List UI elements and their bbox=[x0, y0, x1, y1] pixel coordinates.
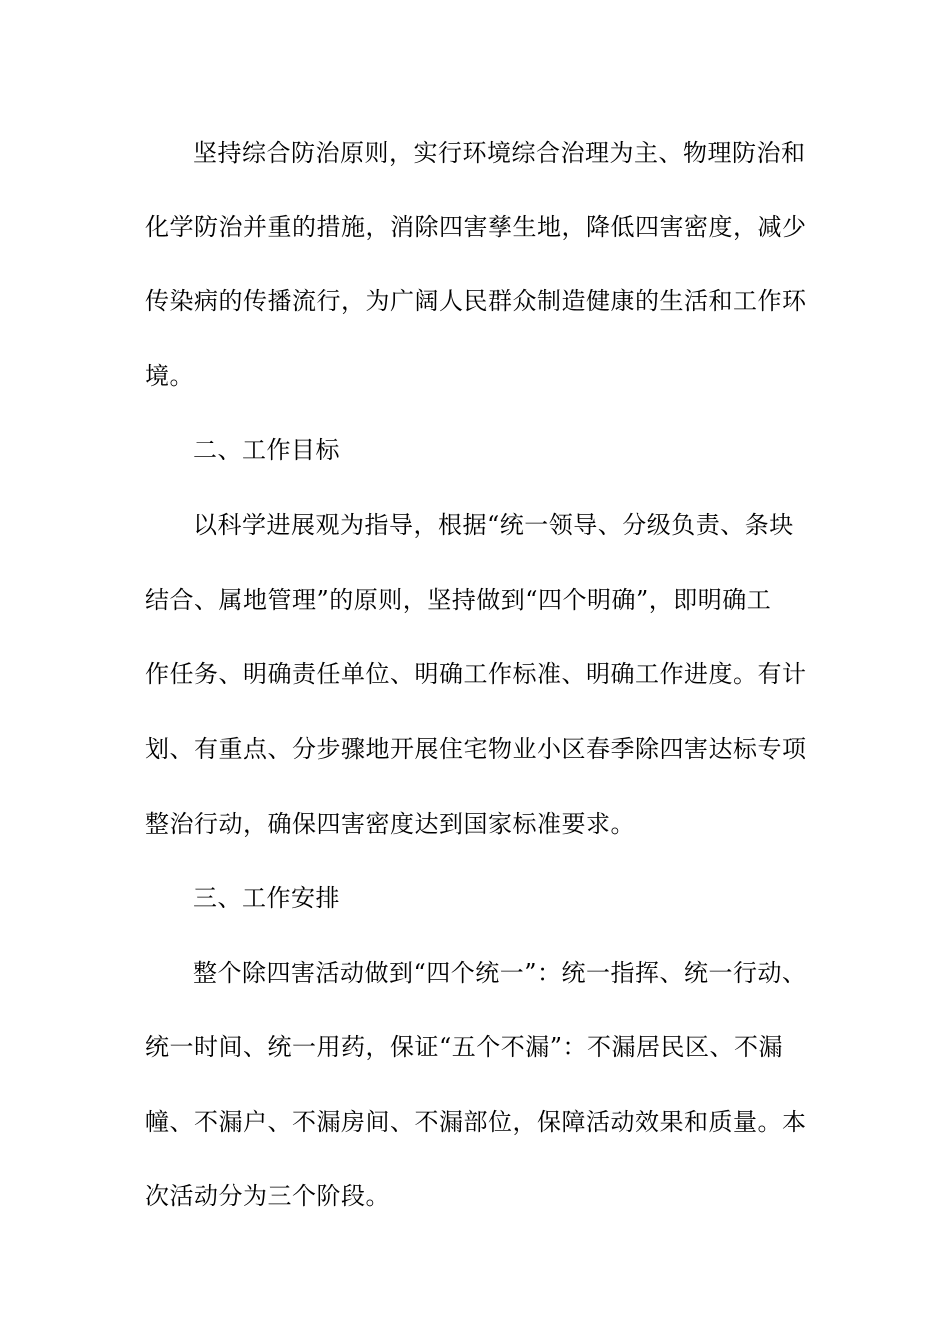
paragraph-2-line-2: 结合、属地管理”的原则，坚持做到“四个明确”，即明确工 bbox=[145, 586, 772, 614]
paragraph-3-line-2: 统一时间、统一用药，保证“五个不漏”：不漏居民区、不漏 bbox=[145, 1033, 784, 1061]
paragraph-2-line-4: 划、有重点、分步骤地开展住宅物业小区春季除四害达标专项 bbox=[145, 735, 807, 763]
paragraph-1-line-2: 化学防治并重的措施，消除四害孳生地，降低四害密度，减少 bbox=[145, 213, 807, 241]
paragraph-1-line-4: 境。 bbox=[145, 362, 194, 390]
paragraph-2-line-5: 整治行动，确保四害密度达到国家标准要求。 bbox=[145, 810, 635, 838]
paragraph-1-line-3: 传染病的传播流行，为广阔人民群众制造健康的生活和工作环 bbox=[145, 287, 807, 315]
section-heading-work-goals: 二、工作目标 bbox=[193, 436, 340, 464]
paragraph-3-line-3: 幢、不漏户、不漏房间、不漏部位，保障活动效果和质量。本 bbox=[145, 1108, 807, 1136]
paragraph-2-line-3: 作任务、明确责任单位、明确工作标准、明确工作进度。有计 bbox=[145, 660, 807, 688]
paragraph-1-line-1: 坚持综合防治原则，实行环境综合治理为主、物理防治和 bbox=[193, 139, 806, 167]
paragraph-3-line-4: 次活动分为三个阶段。 bbox=[145, 1182, 390, 1210]
paragraph-2-line-1: 以科学进展观为指导，根据“统一领导、分级负责、条块 bbox=[193, 511, 794, 539]
section-heading-work-arrangement: 三、工作安排 bbox=[193, 884, 340, 912]
paragraph-3-line-1: 整个除四害活动做到“四个统一”：统一指挥、统一行动、 bbox=[193, 959, 807, 987]
